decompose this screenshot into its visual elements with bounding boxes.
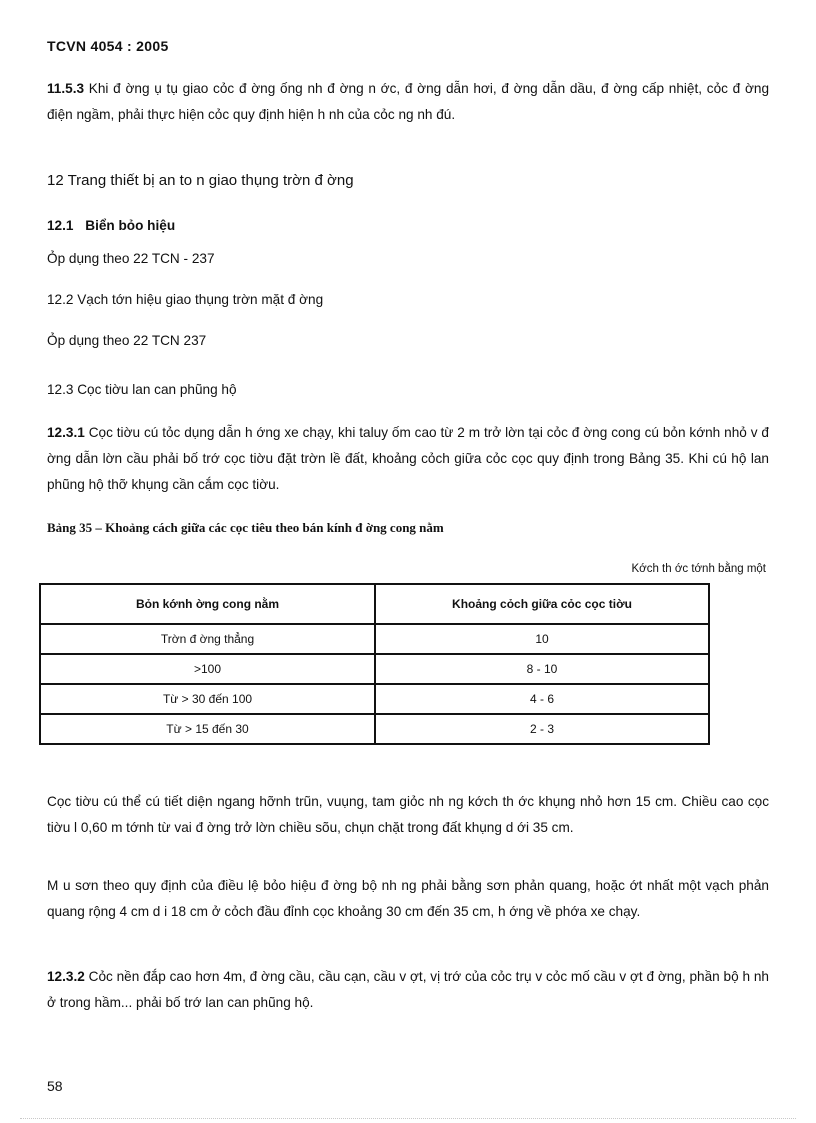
table-cell: >100 — [40, 654, 375, 684]
section-number: 12.3.2 — [47, 969, 85, 984]
table-35 — [39, 583, 710, 745]
paragraph-paint: M u sơn theo quy định của điều lệ bỏo hiệu đ ờng bộ nh ng phải bằng sơn phản quang, hoặc ớt nhất một vạch phản quang rộng 4 cm d i 18 cm ở cỏch đầu đỉnh cọc khoảng 30 cm đến 35 cm, h ớng về phớa xe chạy. — [47, 878, 769, 919]
table-row — [40, 624, 709, 654]
table-cell: Từ > 15 đến 30 — [40, 714, 375, 744]
paragraph-post-dimensions: Cọc tiờu cú thể cú tiết diện ngang hỡnh trũn, vuụng, tam giỏc nh ng kớch th ớc khụng nhỏ hơn 15 cm. Chiều cao cọc tiờu l 0,60 m tớnh từ vai đ ờng trở lờn chiều sõu, chụn chặt trong đất khụng d ới 35 cm. — [47, 794, 769, 835]
section-12-1-body: Ỏp dụng theo 22 TCN - 237 — [47, 251, 215, 266]
table-cell: 8 - 10 — [375, 654, 709, 684]
table-caption: Bảng 35 – Khoảng cách giữa các cọc tiêu theo bán kính đ ờng cong nằm — [47, 520, 444, 535]
table-cell: Từ > 30 đến 100 — [40, 684, 375, 714]
table-cell: 2 - 3 — [375, 714, 709, 744]
page-number: 58 — [47, 1078, 63, 1094]
table-row — [40, 684, 709, 714]
section-12-3-1 — [47, 420, 769, 498]
section-12-3-heading: 12.3 Cọc tiờu lan can phũng hộ — [47, 382, 237, 397]
section-title: Biển bỏo hiệu — [85, 218, 176, 233]
section-12-heading: 12 Trang thiết bị an to n giao thụng trờn đ ờng — [47, 172, 354, 189]
table-cell: 4 - 6 — [375, 684, 709, 714]
table-unit-note: Kớch th ớc tớnh bằng một — [631, 563, 766, 575]
header-cell-spacing: Khoảng cỏch giữa cỏc cọc tiờu — [375, 584, 709, 624]
footer-divider — [20, 1118, 796, 1119]
table-header-row — [40, 584, 709, 624]
section-11-5-3 — [47, 76, 769, 128]
header-cell-radius: Bỏn kớnh ờng cong nằm — [40, 584, 375, 624]
section-number: 12.3.1 — [47, 425, 85, 440]
section-number: 11.5.3 — [47, 81, 85, 96]
section-12-3-2 — [47, 964, 769, 1016]
section-text: Khi đ ờng ụ tụ giao cỏc đ ờng ống nh đ ờng n ớc, đ ờng dẫn hơi, đ ờng dẫn dầu, đ ờng cấp nhiệt, cỏc đ ờng điện ngầm, phải thực hiện cỏc quy định hiện h nh của cỏc ng nh đú. — [47, 81, 770, 122]
section-text: Cọc tiờu cú tỏc dụng dẫn h ớng xe chạy, khi taluy ốm cao từ 2 m trở lờn tại cỏc đ ờng cong cú bỏn kớnh nhỏ v đ ờng dẫn lờn cầu phải bố trớ cọc tiờu đặt trờn lề đất, khoảng cỏch giữa cỏc cọc quy định trong Bảng 35. Khi cú hộ lan phũng hộ thỡ khụng cần cắm cọc tiờu. — [47, 425, 769, 492]
table-cell: 10 — [375, 624, 709, 654]
section-text: Cỏc nền đắp cao hơn 4m, đ ờng cầu, cầu cạn, cầu v ợt, vị trớ của cỏc trụ v cỏc mố cầu v ợt đ ờng, phần bộ h nh ở trong hầm... phải bố trớ lan can phũng hộ. — [47, 969, 769, 1010]
table-cell: Trờn đ ờng thẳng — [40, 624, 375, 654]
table-row — [40, 714, 709, 744]
section-number: 12.1 — [47, 218, 74, 233]
section-12-1-heading — [47, 218, 175, 233]
section-12-2-body: Ỏp dụng theo 22 TCN 237 — [47, 333, 207, 348]
section-12-2-heading: 12.2 Vạch tớn hiệu giao thụng trờn mặt đ ờng — [47, 292, 324, 307]
document-header: TCVN 4054 : 2005 — [47, 38, 169, 54]
table-row — [40, 654, 709, 684]
